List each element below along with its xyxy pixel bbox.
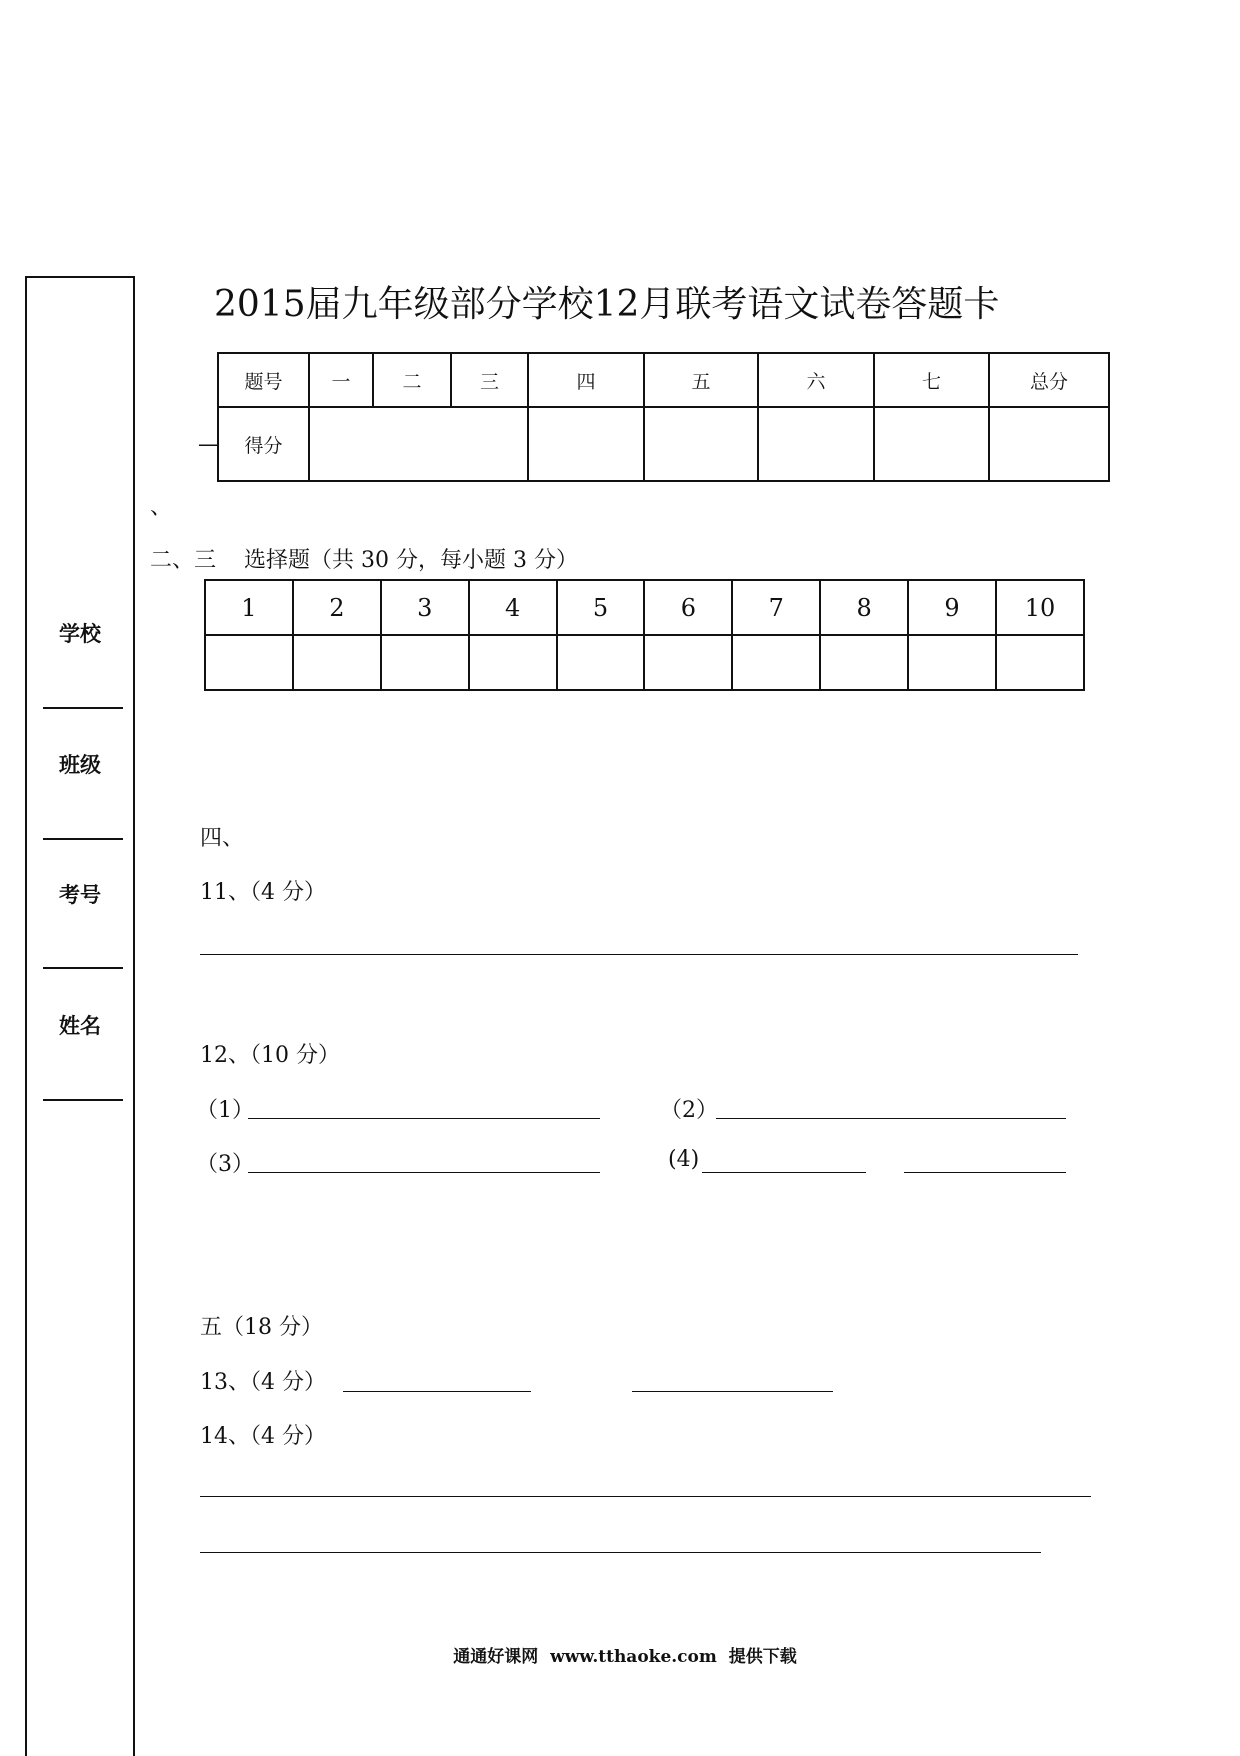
choice-answer-cell[interactable]	[469, 635, 557, 690]
choice-answer-cell[interactable]	[557, 635, 645, 690]
name-field[interactable]	[43, 1099, 123, 1101]
choice-number: 9	[908, 580, 996, 635]
score-cell[interactable]	[528, 407, 644, 481]
q14-line-2[interactable]	[200, 1552, 1041, 1553]
choice-answer-cell[interactable]	[732, 635, 820, 690]
q12-part-3-line[interactable]	[248, 1172, 600, 1173]
q12-part-2-line[interactable]	[716, 1118, 1066, 1119]
score-header-cell: 七	[874, 353, 989, 407]
score-header-cell: 二	[373, 353, 451, 407]
score-header-cell: 题号	[218, 353, 309, 407]
choice-section-heading: 二、三 选择题（共 30 分，每小题 3 分）	[150, 548, 578, 573]
choice-number: 7	[732, 580, 820, 635]
choice-answer-cell[interactable]	[996, 635, 1084, 690]
section-four-heading: 四、	[200, 826, 245, 851]
q12-part-4-line-b[interactable]	[904, 1172, 1066, 1173]
choice-number: 2	[293, 580, 381, 635]
q12-part-1-label: （1）	[196, 1098, 254, 1123]
choice-number: 6	[644, 580, 732, 635]
choice-answer-table	[204, 579, 1085, 691]
question-11-label: 11、（4 分）	[200, 880, 326, 905]
q12-part-4-label: (4)	[668, 1147, 700, 1172]
score-cell[interactable]	[758, 407, 874, 481]
choice-answer-cell[interactable]	[820, 635, 908, 690]
score-header-cell: 一	[309, 353, 373, 407]
score-cell[interactable]	[874, 407, 989, 481]
stray-comma: 、	[150, 495, 173, 520]
name-label: 姓名	[59, 1014, 101, 1038]
exam-number-field[interactable]	[43, 967, 123, 969]
score-header-cell: 四	[528, 353, 644, 407]
score-header-cell: 五	[644, 353, 758, 407]
score-header-cell: 总分	[989, 353, 1109, 407]
page-title: 2015届九年级部分学校12月联考语文试卷答题卡	[214, 284, 1000, 325]
q12-part-3-label: （3）	[196, 1152, 254, 1177]
q12-part-2-label: （2）	[660, 1098, 718, 1123]
stray-dash: —	[198, 432, 220, 457]
exam-number-label: 考号	[59, 883, 101, 907]
q12-part-4-line-a[interactable]	[702, 1172, 866, 1173]
q14-line-1[interactable]	[200, 1496, 1091, 1497]
student-info-box	[25, 276, 135, 1756]
score-table	[217, 352, 1110, 482]
choice-answer-cell[interactable]	[381, 635, 469, 690]
choice-number: 5	[557, 580, 645, 635]
choice-number: 4	[469, 580, 557, 635]
choice-answer-cell[interactable]	[644, 635, 732, 690]
choice-answer-cell[interactable]	[293, 635, 381, 690]
score-row-label: 得分	[218, 407, 309, 481]
score-header-cell: 六	[758, 353, 874, 407]
choice-number: 1	[205, 580, 293, 635]
class-field[interactable]	[43, 838, 123, 840]
score-cell[interactable]	[644, 407, 758, 481]
question-13-label: 13、（4 分）	[200, 1370, 326, 1395]
q11-answer-line[interactable]	[200, 954, 1078, 955]
q12-part-1-line[interactable]	[248, 1118, 600, 1119]
q13-line-b[interactable]	[632, 1391, 833, 1392]
section-five-heading: 五（18 分）	[200, 1315, 323, 1340]
score-cell[interactable]	[309, 407, 528, 481]
choice-answer-cell[interactable]	[908, 635, 996, 690]
choice-number: 10	[996, 580, 1084, 635]
question-12-label: 12、（10 分）	[200, 1043, 340, 1068]
choice-number: 8	[820, 580, 908, 635]
q13-line-a[interactable]	[343, 1391, 531, 1392]
footer-source: 通通好课网 www.tthaoke.com 提供下载	[453, 1647, 797, 1667]
choice-number: 3	[381, 580, 469, 635]
score-cell[interactable]	[989, 407, 1109, 481]
choice-answer-cell[interactable]	[205, 635, 293, 690]
class-label: 班级	[59, 753, 101, 777]
school-label: 学校	[59, 622, 101, 646]
school-field[interactable]	[43, 707, 123, 709]
question-14-label: 14、（4 分）	[200, 1424, 326, 1449]
score-header-cell: 三	[451, 353, 528, 407]
